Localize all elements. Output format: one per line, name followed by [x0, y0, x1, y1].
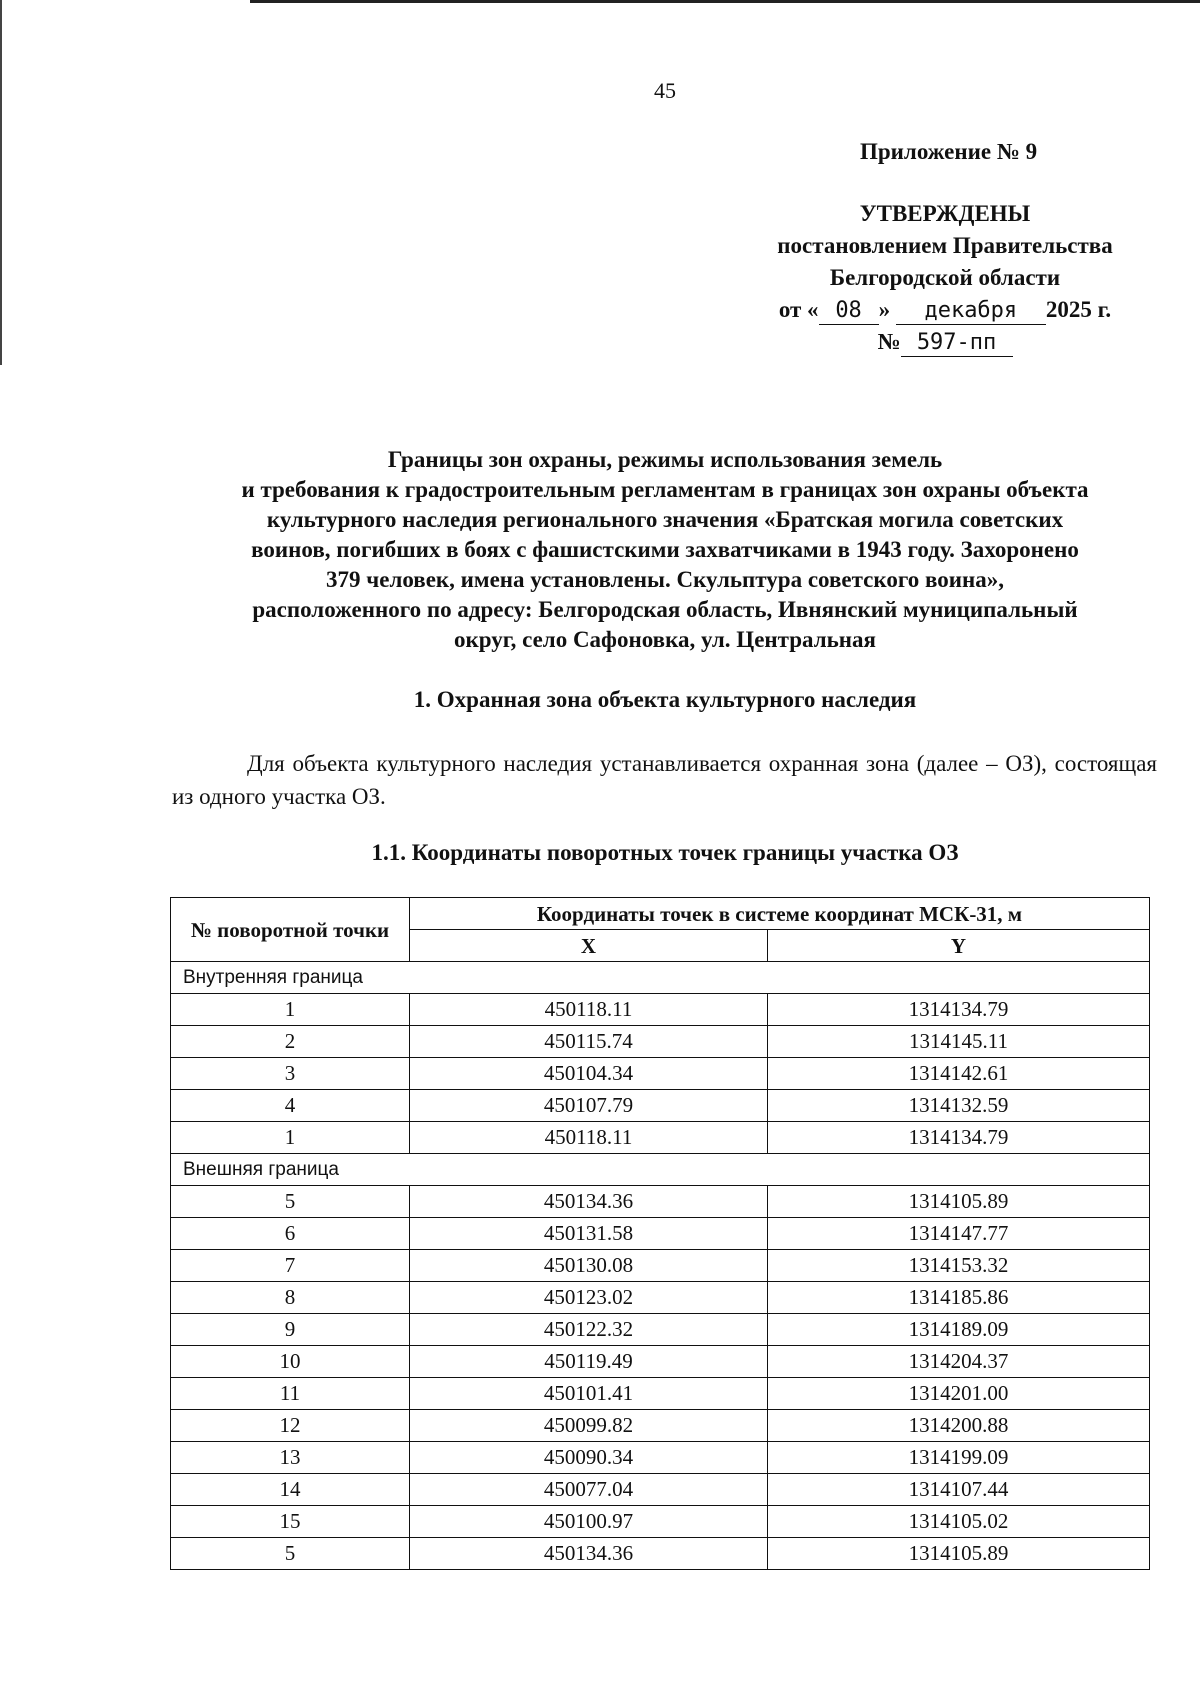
- table-row: [171, 1282, 1150, 1314]
- table-row: [171, 1346, 1150, 1378]
- group-label: Внутренняя граница: [171, 962, 1150, 994]
- point-number-cell: 10: [171, 1346, 410, 1378]
- table-row: [171, 1218, 1150, 1250]
- handwritten-number: 597-пп: [901, 330, 1013, 357]
- point-number-cell: 8: [171, 1282, 410, 1314]
- point-number-cell: 15: [171, 1506, 410, 1538]
- x-coordinate-cell: 450115.74: [410, 1026, 768, 1058]
- table-row: [171, 1186, 1150, 1218]
- table-row: [171, 1122, 1150, 1154]
- x-coordinate-cell: 450077.04: [410, 1474, 768, 1506]
- title-line: 379 человек, имена установлены. Скульптура советского воина»,: [326, 567, 1004, 592]
- table-row: [171, 1314, 1150, 1346]
- table-row: [171, 1090, 1150, 1122]
- table-row: [171, 1506, 1150, 1538]
- number-prefix: №: [877, 329, 901, 354]
- x-coordinate-cell: 450090.34: [410, 1442, 768, 1474]
- coordinates-table: [170, 897, 1150, 1570]
- header-x: X: [410, 930, 768, 962]
- y-coordinate-cell: 1314105.89: [768, 1186, 1150, 1218]
- group-row: [171, 962, 1150, 994]
- point-number-cell: 6: [171, 1218, 410, 1250]
- x-coordinate-cell: 450122.32: [410, 1314, 768, 1346]
- x-coordinate-cell: 450119.49: [410, 1346, 768, 1378]
- body-paragraph-text: Для объекта культурного наследия устанавливается охранная зона (далее – ОЗ), состоящая из одного участка ОЗ.: [172, 751, 1157, 809]
- y-coordinate-cell: 1314153.32: [768, 1250, 1150, 1282]
- handwritten-month: декабря: [896, 298, 1046, 325]
- title-line: воинов, погибших в боях с фашистскими захватчиками в 1943 году. Захоронено: [251, 537, 1079, 562]
- date-prefix: от «: [778, 297, 819, 322]
- title-line: расположенного по адресу: Белгородская область, Ивнянский муниципальный: [252, 597, 1078, 622]
- y-coordinate-cell: 1314147.77: [768, 1218, 1150, 1250]
- table-row: [171, 1474, 1150, 1506]
- x-coordinate-cell: 450101.41: [410, 1378, 768, 1410]
- document-title: [165, 445, 1165, 655]
- point-number-cell: 14: [171, 1474, 410, 1506]
- y-coordinate-cell: 1314199.09: [768, 1442, 1150, 1474]
- y-coordinate-cell: 1314105.89: [768, 1538, 1150, 1570]
- header-y: Y: [768, 930, 1150, 962]
- point-number-cell: 2: [171, 1026, 410, 1058]
- point-number-cell: 11: [171, 1378, 410, 1410]
- y-coordinate-cell: 1314145.11: [768, 1026, 1150, 1058]
- header-coordinates: Координаты точек в системе координат МСК-31, м: [410, 898, 1150, 930]
- group-row: [171, 1154, 1150, 1186]
- title-line: культурного наследия регионального значения «Братская могила советских: [266, 507, 1064, 532]
- y-coordinate-cell: 1314142.61: [768, 1058, 1150, 1090]
- table-row: [171, 1250, 1150, 1282]
- coordinates-table-body: [171, 962, 1150, 1570]
- x-coordinate-cell: 450118.11: [410, 994, 768, 1026]
- y-coordinate-cell: 1314200.88: [768, 1410, 1150, 1442]
- x-coordinate-cell: 450107.79: [410, 1090, 768, 1122]
- approval-date-line: [700, 294, 1190, 326]
- body-paragraph: [172, 747, 1157, 813]
- y-coordinate-cell: 1314107.44: [768, 1474, 1150, 1506]
- point-number-cell: 13: [171, 1442, 410, 1474]
- point-number-cell: 7: [171, 1250, 410, 1282]
- page-number: 45: [654, 78, 676, 103]
- table-row: [171, 1410, 1150, 1442]
- approved-by-line-2: Белгородской области: [829, 265, 1061, 290]
- x-coordinate-cell: 450130.08: [410, 1250, 768, 1282]
- point-number-cell: 1: [171, 1122, 410, 1154]
- appendix-label: Приложение № 9: [860, 139, 1038, 164]
- y-coordinate-cell: 1314185.86: [768, 1282, 1150, 1314]
- x-coordinate-cell: 450104.34: [410, 1058, 768, 1090]
- point-number-cell: 9: [171, 1314, 410, 1346]
- y-coordinate-cell: 1314189.09: [768, 1314, 1150, 1346]
- group-label: Внешняя граница: [171, 1154, 1150, 1186]
- sub-heading: 1.1. Координаты поворотных точек границы участка ОЗ: [371, 840, 959, 865]
- x-coordinate-cell: 450118.11: [410, 1122, 768, 1154]
- approval-number-line: [700, 326, 1190, 358]
- scan-edge-left: [0, 0, 2, 365]
- table-row: [171, 994, 1150, 1026]
- y-coordinate-cell: 1314132.59: [768, 1090, 1150, 1122]
- x-coordinate-cell: 450134.36: [410, 1186, 768, 1218]
- table-row: [171, 1058, 1150, 1090]
- y-coordinate-cell: 1314105.02: [768, 1506, 1150, 1538]
- title-line: Границы зон охраны, режимы использования земель: [387, 447, 943, 472]
- date-mid: »: [878, 297, 891, 322]
- approved-by-line-1: постановлением Правительства: [777, 233, 1113, 258]
- point-number-cell: 3: [171, 1058, 410, 1090]
- y-coordinate-cell: 1314134.79: [768, 994, 1150, 1026]
- table-row: [171, 1378, 1150, 1410]
- section-heading: 1. Охранная зона объекта культурного наследия: [413, 687, 917, 712]
- point-number-cell: 4: [171, 1090, 410, 1122]
- x-coordinate-cell: 450123.02: [410, 1282, 768, 1314]
- table-row: [171, 1538, 1150, 1570]
- title-line: и требования к градостроительным регламентам в границах зон охраны объекта: [241, 477, 1089, 502]
- x-coordinate-cell: 450100.97: [410, 1506, 768, 1538]
- y-coordinate-cell: 1314201.00: [768, 1378, 1150, 1410]
- x-coordinate-cell: 450131.58: [410, 1218, 768, 1250]
- point-number-cell: 5: [171, 1186, 410, 1218]
- point-number-cell: 1: [171, 994, 410, 1026]
- title-line: округ, село Сафоновка, ул. Центральная: [454, 627, 876, 652]
- point-number-cell: 12: [171, 1410, 410, 1442]
- point-number-cell: 5: [171, 1538, 410, 1570]
- y-coordinate-cell: 1314134.79: [768, 1122, 1150, 1154]
- x-coordinate-cell: 450134.36: [410, 1538, 768, 1570]
- approved-label: УТВЕРЖДЕНЫ: [859, 201, 1031, 226]
- scan-edge-top: [250, 0, 1200, 3]
- table-row: [171, 1026, 1150, 1058]
- date-year: 2025 г.: [1045, 297, 1112, 322]
- header-point-number: № поворотной точки: [171, 898, 410, 962]
- x-coordinate-cell: 450099.82: [410, 1410, 768, 1442]
- table-row: [171, 1442, 1150, 1474]
- handwritten-day: 08: [819, 298, 879, 325]
- y-coordinate-cell: 1314204.37: [768, 1346, 1150, 1378]
- approval-block: [700, 136, 1190, 358]
